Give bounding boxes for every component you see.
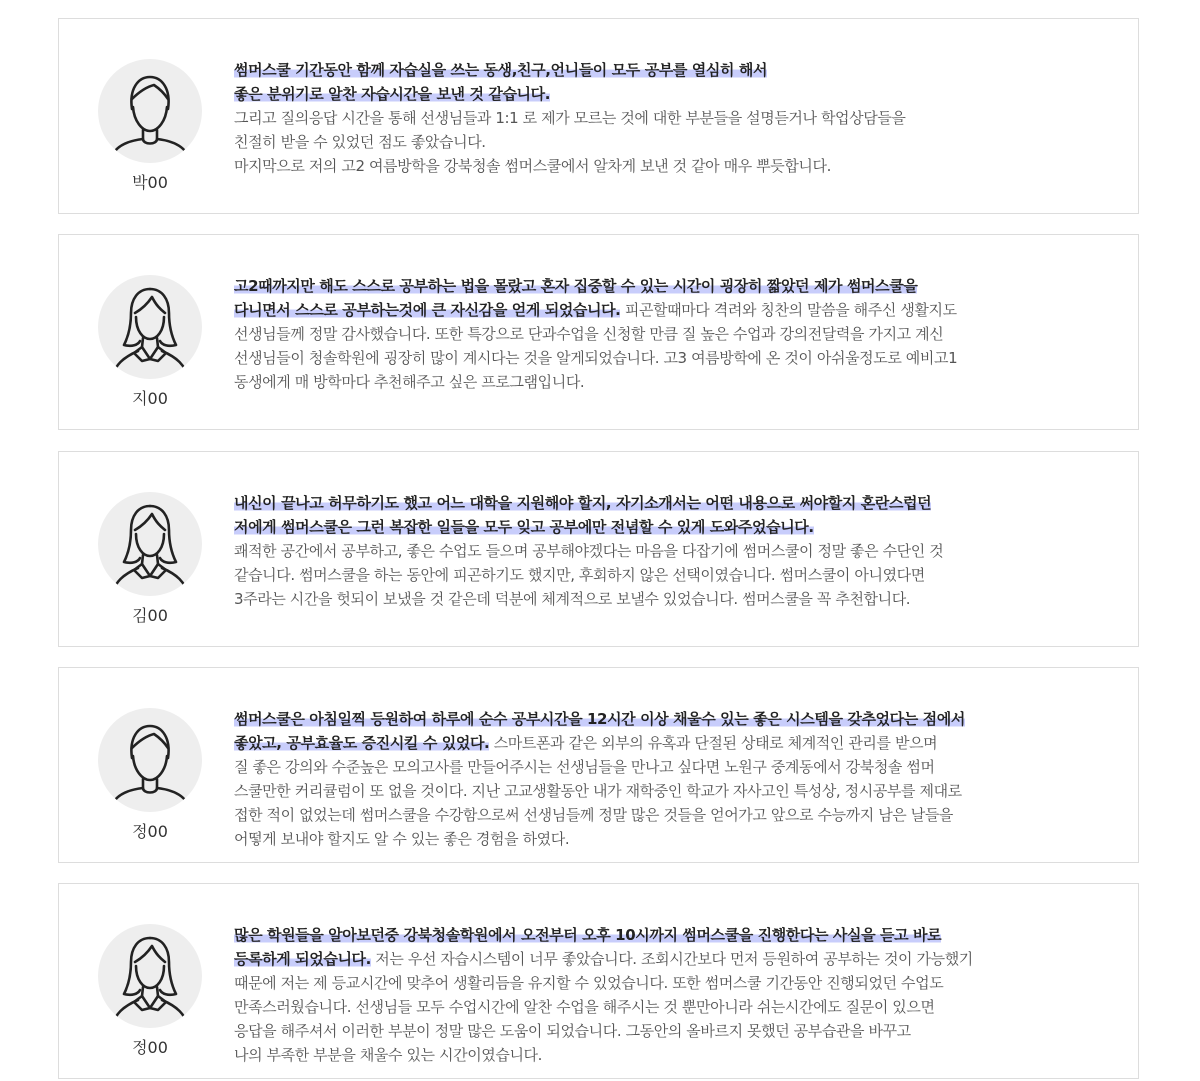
review-line [234,803,1134,827]
review-sentence: 선생님들께 정말 감사했습니다. 또한 특강으로 단과수업을 신청할 만큼 질 높은 수업과 강의전달력을 가지고 계신 [234,325,944,343]
male-avatar-icon [98,59,202,163]
reviewer-name: 김00 [132,606,168,625]
review-highlight: 저에게 썸머스쿨은 그런 복잡한 일들을 모두 잊고 공부에만 전념할 수 있게 도와주었습니다. [234,518,814,536]
review-highlight: 썸머스쿨 기간동안 함께 자습실을 쓰는 동생,친구,언니들이 모두 공부를 열심히 해서 [234,61,768,79]
review-card [58,18,1139,214]
review-line [234,563,1134,587]
review-line [234,515,1134,539]
review-sentence: 저는 우선 자습시스템이 너무 좋았습니다. 조회시간보다 먼저 등원하여 공부하는 것이 가능했기 [370,950,973,968]
review-sentence: 스쿨만한 커리큘럼이 또 없을 것이다. 지난 고교생활동안 내가 재학중인 학교가 자사고인 특성상, 정시공부를 제대로 [234,782,962,800]
review-highlight: 다니면서 스스로 공부하는것에 큰 자신감을 얻게 되었습니다. [234,301,621,319]
review-sentence: 마지막으로 저의 고2 여름방학을 강북청솔 썸머스쿨에서 알차게 보낸 것 같아 매우 뿌듯합니다. [234,157,831,175]
reviewer-name: 지00 [132,389,168,408]
review-sentence: 어떻게 보내야 할지도 알 수 있는 좋은 경험을 하였다. [234,830,570,848]
review-line [234,539,1134,563]
review-line [234,971,1134,995]
review-sentence: 쾌적한 공간에서 공부하고, 좋은 수업도 들으며 공부해야겠다는 마음을 다잡기에 썸머스쿨이 정말 좋은 수단인 것 [234,542,944,560]
review-sentence: 접한 적이 없었는데 썸머스쿨을 수강함으로써 선생님들께 정말 많은 것들을 얻어가고 앞으로 수능까지 남은 날들을 [234,806,954,824]
review-sentence: 나의 부족한 부분을 채울수 있는 시간이였습니다. [234,1046,543,1064]
review-line [234,995,1134,1019]
review-line [234,731,1134,755]
review-highlight: 등록하게 되었습니다. [234,950,371,968]
review-sentence: 3주라는 시간을 헛되이 보냈을 것 같은데 덕분에 체계적으로 보낼수 있었습니다. 썸머스쿨을 꼭 추천합니다. [234,590,911,608]
female-avatar-icon [98,924,202,1028]
review-text [234,274,1134,394]
review-line [234,370,1134,394]
female-avatar-icon [98,275,202,379]
review-highlight: 고2때까지만 해도 스스로 공부하는 법을 몰랐고 혼자 집중할 수 있는 시간이 굉장히 짧았던 제가 썸머스쿨을 [234,277,918,295]
review-line [234,947,1134,971]
review-card [58,234,1139,430]
review-card [58,883,1139,1079]
review-sentence: 친절히 받을 수 있었던 점도 좋았습니다. [234,133,486,151]
reviewer-name: 정00 [132,822,168,841]
review-sentence: 그리고 질의응답 시간을 통해 선생님들과 1:1 로 제가 모르는 것에 대한 부분들을 설명듣거나 학업상담들을 [234,109,906,127]
review-sentence: 선생님들이 청솔학원에 굉장히 많이 계시다는 것을 알게되었습니다. 고3 여름방학에 온 것이 아쉬울정도로 예비고1 [234,349,958,367]
review-sentence: 만족스러웠습니다. 선생님들 모두 수업시간에 알찬 수업을 해주시는 것 뿐만아니라 쉬는시간에도 질문이 있으면 [234,998,935,1016]
review-line [234,491,1134,515]
review-highlight: 좋은 분위기로 알찬 자습시간을 보낸 것 같습니다. [234,85,551,103]
male-avatar-icon [98,708,202,812]
female-avatar-icon [98,492,202,596]
review-line [234,130,1134,154]
review-line [234,707,1134,731]
review-sentence: 때문에 저는 제 등교시간에 맞추어 생활리듬을 유지할 수 있었습니다. 또한 썸머스쿨 기간동안 진행되었던 수업도 [234,974,944,992]
review-line [234,346,1134,370]
review-line [234,58,1134,82]
review-line [234,779,1134,803]
review-highlight: 내신이 끝나고 허무하기도 했고 어느 대학을 지원해야 할지, 자기소개서는 어떤 내용으로 써야할지 혼란스럽던 [234,494,932,512]
review-sentence: 동생에게 매 방학마다 추천해주고 싶은 프로그램입니다. [234,373,585,391]
review-line [234,923,1134,947]
review-text [234,58,1134,178]
review-line [234,298,1134,322]
review-highlight: 많은 학원들을 알아보던중 강북청솔학원에서 오전부터 오후 10시까지 썸머스쿨을 진행한다는 사실을 듣고 바로 [234,926,942,944]
review-highlight: 썸머스쿨은 아침일찍 등원하여 하루에 순수 공부시간을 12시간 이상 채울수 있는 좋은 시스템을 갖추었다는 점에서 [234,710,965,728]
review-text [234,923,1134,1067]
review-line [234,82,1134,106]
review-line [234,587,1134,611]
review-line [234,827,1134,851]
review-sentence: 스마트폰과 같은 외부의 유혹과 단절된 상태로 체계적인 관리를 받으며 [489,734,938,752]
review-line [234,106,1134,130]
review-line [234,1043,1134,1067]
reviewer-name: 정00 [132,1038,168,1057]
review-text [234,491,1134,611]
review-line [234,755,1134,779]
review-card [58,451,1139,647]
review-sentence: 질 좋은 강의와 수준높은 모의고사를 만들어주시는 선생님들을 만나고 싶다면 노원구 중계동에서 강북청솔 썸머 [234,758,935,776]
review-sentence: 같습니다. 썸머스쿨을 하는 동안에 피곤하기도 했지만, 후회하지 않은 선택이였습니다. 썸머스쿨이 아니였다면 [234,566,925,584]
review-card [58,667,1139,863]
review-line [234,1019,1134,1043]
review-sentence: 응답을 해주셔서 이러한 부분이 정말 많은 도움이 되었습니다. 그동안의 올바르지 못했던 공부습관을 바꾸고 [234,1022,911,1040]
review-sentence: 피곤할때마다 격려와 칭찬의 말씀을 해주신 생활지도 [620,301,957,319]
reviewer-name: 박00 [132,173,168,192]
review-line [234,322,1134,346]
review-line [234,274,1134,298]
review-highlight: 좋았고, 공부효율도 증진시킬 수 있었다. [234,734,490,752]
review-line [234,154,1134,178]
review-text [234,707,1134,851]
